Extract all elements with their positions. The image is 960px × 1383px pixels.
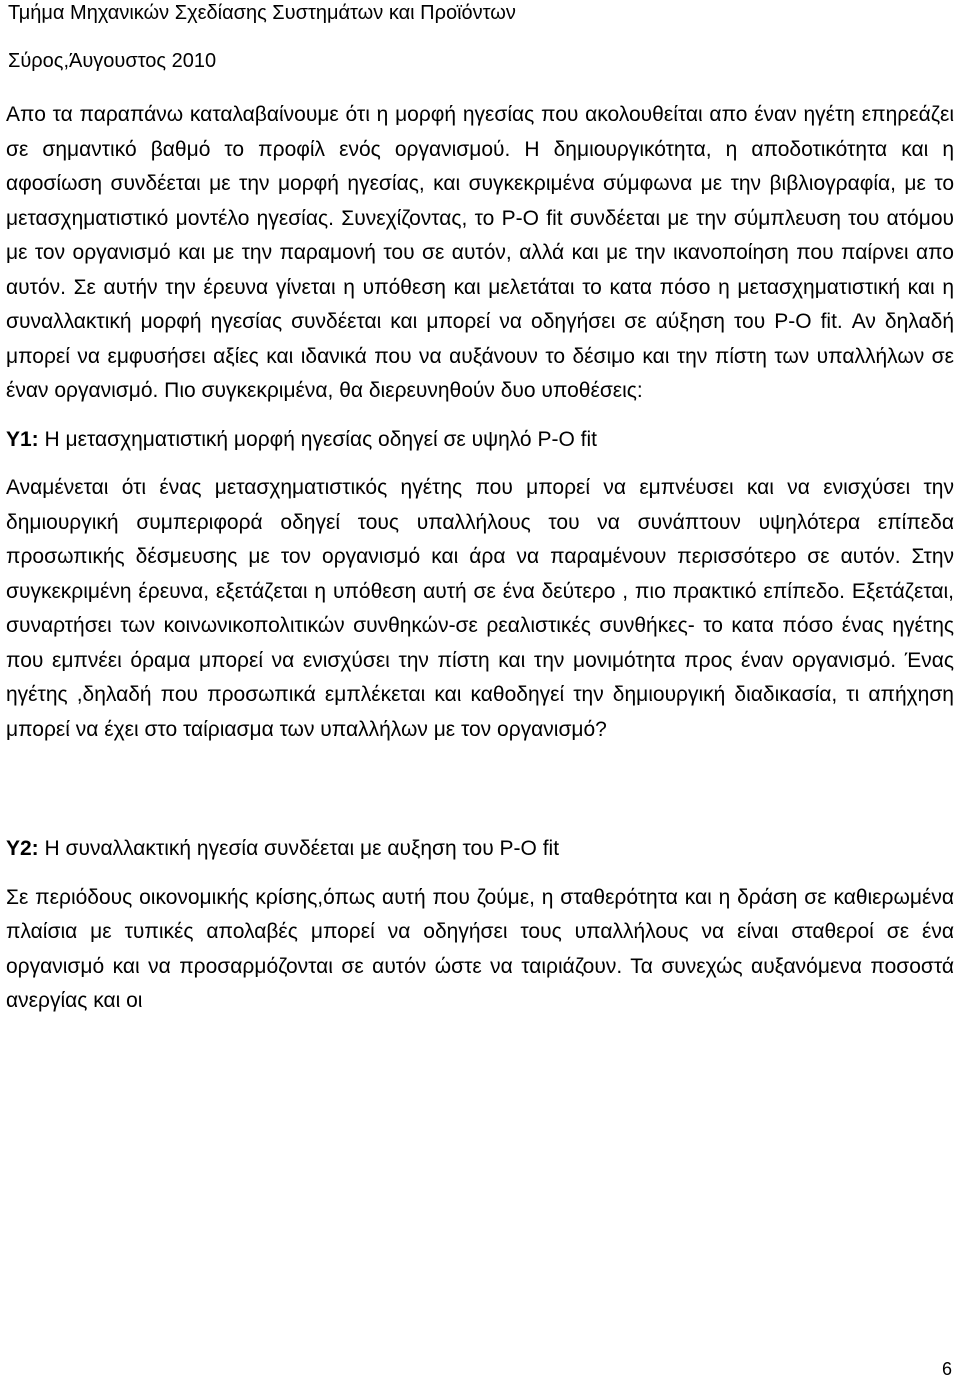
document-body bbox=[6, 98, 954, 1019]
hypothesis-y2-text: Η συναλλακτική ηγεσία συνδέεται με αυξηση του P-O fit bbox=[38, 837, 560, 860]
hypothesis-y2-label: Y2: bbox=[6, 837, 39, 860]
page-header bbox=[8, 0, 948, 73]
hypothesis-y1-label: Y1: bbox=[6, 427, 39, 451]
department-title: Τμήμα Μηχανικών Σχεδίασης Συστημάτων και Προϊόντων bbox=[8, 2, 516, 24]
hypothesis-y2 bbox=[6, 832, 954, 867]
hypothesis-y1 bbox=[6, 423, 954, 458]
page-number: 6 bbox=[941, 1359, 952, 1379]
location-date: Σύρος,Άυγουστος 2010 bbox=[8, 50, 217, 72]
hypothesis-y1-text: Η μετασχηματιστική μορφή ηγεσίας οδηγεί σε υψηλό P-O fit bbox=[38, 427, 597, 451]
body-paragraph-2: Αναμένεται ότι ένας μετασχηματιστικός ηγέτης που μπορεί να εμπνέυσει και να ενισχύσει την δημιουργική συμπεριφορά οδηγεί τους υπαλλήλους του να συνάπτουν υψηλότερα επίπεδα προσωπικής δέσμευσης με τον οργανισμό και άρα να παραμένουν περισσότερο σε αυτόν. Στην συγκεκριμένη έρευνα, εξετάζεται η υπόθεση αυτή σε ένα δεύτερο , πιο πρακτικό επίπεδο. Εξετάζεται, συναρτήσει των κοινωνικοπολιτικών συνθηκών-σε ρεαλιστικές συνθήκες- το κατα πόσο ένας ηγέτης που εμπνέει όραμα μπορεί να ενισχύσει την πίστη και την μονιμότητα προς έναν οργανισμό. Ένας ηγέτης ,δηλαδή που προσωπικά εμπλέκεται και καθοδηγεί την δημιουργική διαδικασία, τι απήχηση μπορεί να έχει στο ταίριασμα των υπαλλήλων με τον οργανισμό? bbox=[6, 476, 954, 741]
body-paragraph-3: Σε περιόδους οικονομικής κρίσης,όπως αυτή που ζούμε, η σταθερότητα και η δράση σε καθιερωμένα πλαίσια με τυπικές απολαβές μπορεί να οδηγήσει τους υπαλλήλους να είναι σταθεροί σε ένα οργανισμό και να προσαρμόζονται σε αυτόν ώστε να ταιριάζουν. Τα συνεχώς αυξανόμενα ποσοστά ανεργίας και οι bbox=[6, 885, 954, 1012]
body-paragraph-1: Απο τα παραπάνω καταλαβαίνουμε ότι η μορφή ηγεσίας που ακολουθείται απο έναν ηγέτη επηρεάζει σε σημαντικό βαθμό το προφίλ ενός οργανισμού. Η δημιουργικότητα, η αποδοτικότητα και η αφοσίωση συνδέεται με την μορφή ηγεσίας, και συγκεκριμένα σύμφωνα με την βιβλιογραφία, με το μετασχηματιστικό μοντέλο ηγεσίας. Συνεχίζοντας, το P-O fit συνδέεται με την σύμπλευση του ατόμου με τον οργανισμό και με την παραμονή του σε αυτόν, αλλά και με την ικανοποίηση που παίρνει απο αυτόν. Σε αυτήν την έρευνα γίνεται η υπόθεση και μελετάται το κατα πόσο η μετασχηματιστική και η συναλλακτική μορφή ηγεσίας συνδέεται και μπορεί να οδηγήσει σε αύξηση του P-O fit. Αν δηλαδή μπορεί να εμφυσήσει αξίες και ιδανικά που να αυξάνουν το δέσιμο και την πίστη των υπαλλήλων σε έναν οργανισμό. Πιο συγκεκριμένα, θα διερευνηθούν δυο υποθέσεις: bbox=[6, 103, 954, 402]
